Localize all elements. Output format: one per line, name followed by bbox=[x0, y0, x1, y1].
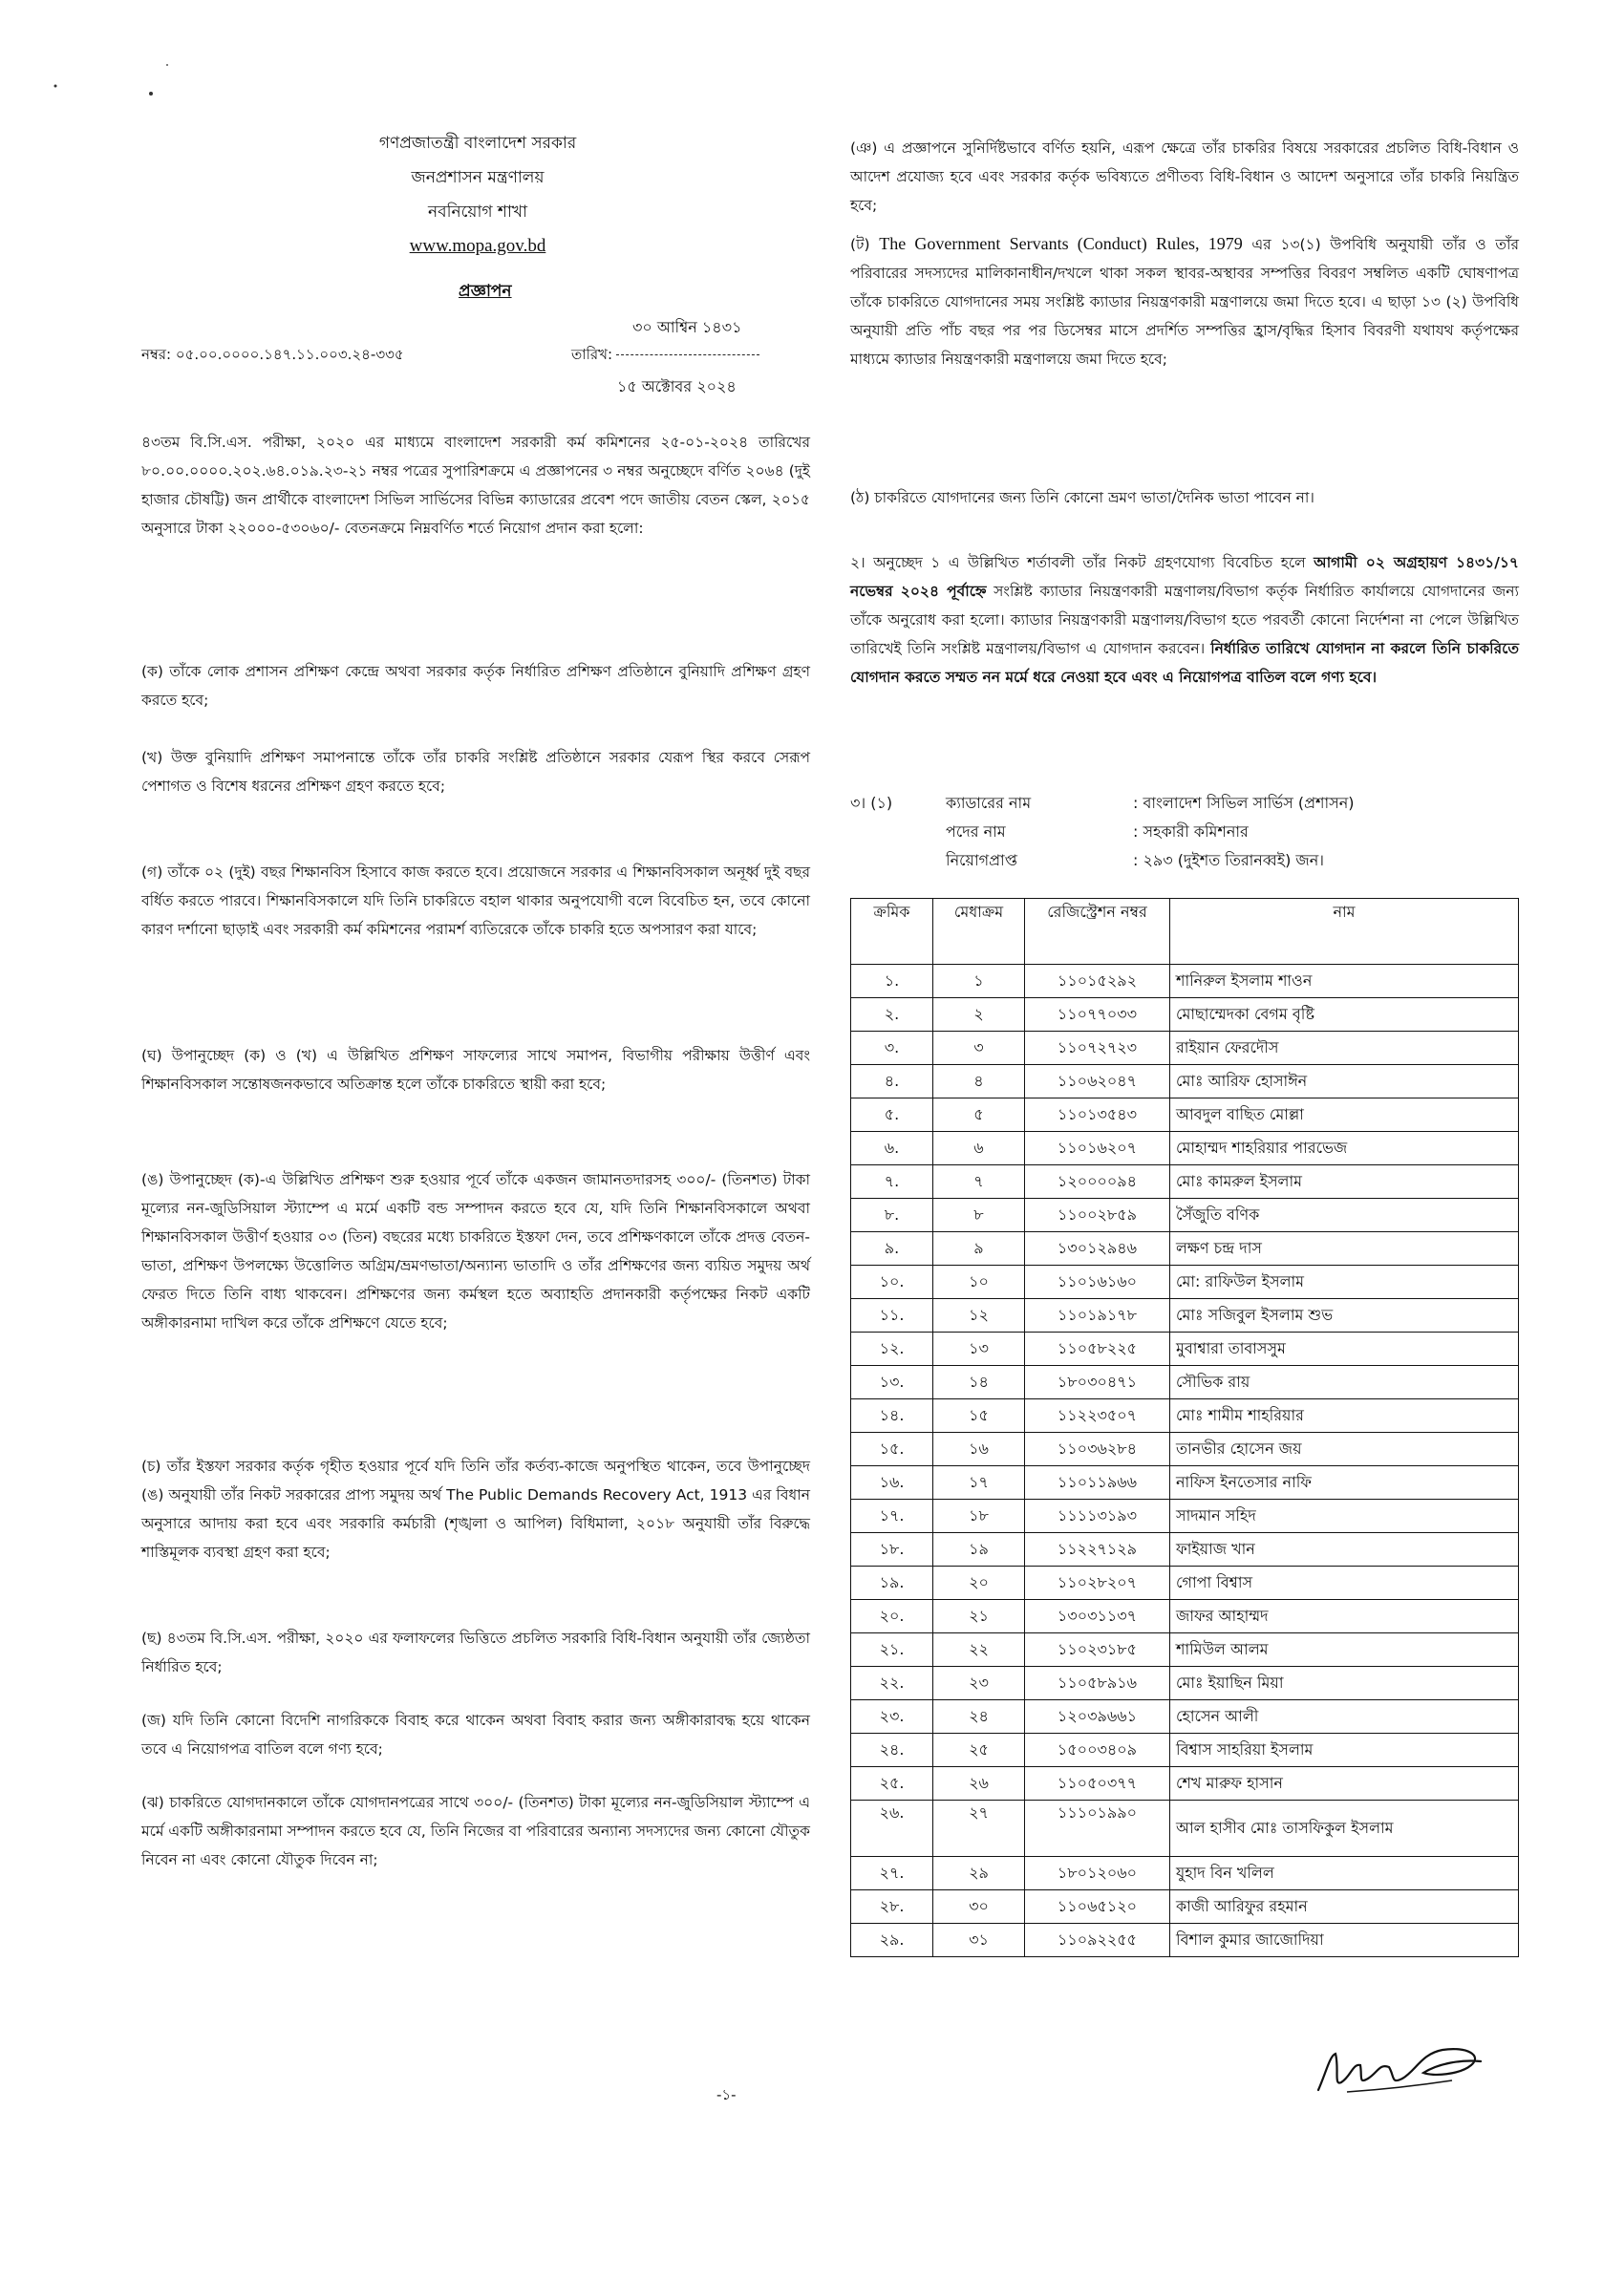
table-row bbox=[851, 1232, 1519, 1266]
cell-serial: ১১. bbox=[851, 1299, 933, 1333]
table-row bbox=[851, 1857, 1519, 1890]
cell-merit: ২১ bbox=[933, 1600, 1025, 1633]
cell-merit: ১০ bbox=[933, 1266, 1025, 1299]
cell-registration: ১১০৬২০৪৭ bbox=[1025, 1065, 1170, 1098]
table-row bbox=[851, 1065, 1519, 1098]
cell-merit: ২৩ bbox=[933, 1667, 1025, 1700]
cell-name: বিশাল কুমার জাজোদিয়া bbox=[1170, 1924, 1519, 1957]
table-header-row bbox=[851, 899, 1519, 965]
section-2-part2: সংশ্লিষ্ট ক্যাডার নিয়ন্ত্রণকারী মন্ত্রণালয়/বিভাগ কর্তৃক নির্ধারিত কার্যালয়ে যোগদানের জন্য তাঁকে অনুরোধ করা হলো। ক্যাডার নিয়ন্ত্রণকারী মন্ত্রণালয়/বিভাগ হতে পরবর্তী কোনো নির্দেশনা না পেলে উল্লিখিত তারিখেই তিনি সংশ্লিষ্ট মন্ত্রণালয়/বিভাগ এ যোগদান করবেন। bbox=[850, 583, 1519, 657]
cell-serial: ৩. bbox=[851, 1032, 933, 1065]
cell-name: মোঃ সজিবুল ইসলাম শুভ bbox=[1170, 1299, 1519, 1333]
table-row bbox=[851, 1399, 1519, 1433]
cell-registration: ১২০৩৯৬৬১ bbox=[1025, 1700, 1170, 1734]
date-label bbox=[571, 344, 759, 368]
cell-serial: ৬. bbox=[851, 1132, 933, 1165]
cell-merit: ২৬ bbox=[933, 1767, 1025, 1801]
signature-mark bbox=[1309, 2035, 1500, 2101]
table-row bbox=[851, 1767, 1519, 1801]
cell-registration: ১১০১৬২০৭ bbox=[1025, 1132, 1170, 1165]
clause-tha: (ঠ) চাকরিতে যোগদানের জন্য তিনি কোনো ভ্রমণ ভাতা/দৈনিক ভাতা পাবেন না। bbox=[850, 489, 1314, 506]
clause-uma: (ঙ) উপানুচ্ছেদ (ক)-এ উল্লিখিত প্রশিক্ষণ শুরু হওয়ার পূর্বে তাঁকে একজন জামানতদারসহ ৩০০/- (তিনশত) টাকা মূল্যের নন-জুডিসিয়াল স্ট্যাম্পে এ মর্মে একটি বন্ড সম্পাদন করতে হবে যে, যদি তিনি শিক্ষানবিসকালে অথবা শিক্ষানবিসকাল উত্তীর্ণ হওয়ার ০৩ (তিন) বছরের মধ্যে চাকরিতে ইস্তফা দেন, তবে প্রশিক্ষণকালে তাঁকে প্রদত্ত বেতন-ভাতা, প্রশিক্ষণ উপলক্ষ্যে উত্তোলিত অগ্রিম/ভ্রমণভাতা/অন্যান্য ভাতাদি ও তাঁর প্রশিক্ষণের জন্য ব্যয়িত সমুদয় অর্থ ফেরত দিতে তিনি বাধ্য থাকবেন। প্রশিক্ষণের জন্য কর্মস্থল হতে অব্যাহতি প্রদানকারী কর্তৃপক্ষের নিকট একটি অঙ্গীকারনামা দাখিল করে তাঁকে প্রশিক্ষণে যেতে হবে; bbox=[141, 1171, 810, 1332]
cell-merit: ১৯ bbox=[933, 1533, 1025, 1567]
document-title: প্রজ্ঞাপন bbox=[459, 282, 512, 301]
cell-serial: ১৮. bbox=[851, 1533, 933, 1567]
cell-registration: ১৩০৩১১৩৭ bbox=[1025, 1600, 1170, 1633]
section-3-number: ৩। (১) bbox=[850, 794, 893, 812]
post-label: পদের নাম bbox=[946, 822, 1006, 841]
table-row bbox=[851, 1299, 1519, 1333]
table-row bbox=[851, 1533, 1519, 1567]
table-row bbox=[851, 1333, 1519, 1366]
header-serial: ক্রমিক bbox=[851, 899, 933, 965]
cell-merit: ৭ bbox=[933, 1165, 1025, 1199]
cadre-label: ক্যাডারের নাম bbox=[946, 794, 1032, 812]
table-row bbox=[851, 965, 1519, 998]
clause-ka: (ক) তাঁকে লোক প্রশাসন প্রশিক্ষণ কেন্দ্রে অথবা সরকার কর্তৃক নির্ধারিত প্রশিক্ষণ প্রতিষ্ঠানে বুনিয়াদি প্রশিক্ষণ গ্রহণ করতে হবে; bbox=[141, 663, 810, 709]
table-row bbox=[851, 1366, 1519, 1399]
cell-serial: ৫. bbox=[851, 1098, 933, 1132]
cell-name: ফাইয়াজ খান bbox=[1170, 1533, 1519, 1567]
appointment-table bbox=[850, 898, 1519, 1957]
scan-specks bbox=[38, 57, 172, 115]
cell-registration: ১১২২৩৫০৭ bbox=[1025, 1399, 1170, 1433]
cell-merit: ১৭ bbox=[933, 1466, 1025, 1500]
cell-serial: ২০. bbox=[851, 1600, 933, 1633]
date-label-text: তারিখ: bbox=[571, 346, 613, 363]
clause-ja: (জ) যদি তিনি কোনো বিদেশি নাগরিককে বিবাহ করে থাকেন অথবা বিবাহ করার জন্য অঙ্গীকারাবদ্ধ হয়ে থাকেন তবে এ নিয়োগপত্র বাতিল বলে গণ্য হবে; bbox=[141, 1712, 810, 1758]
cell-merit: ১৪ bbox=[933, 1366, 1025, 1399]
cell-registration: ১১০৫৮২২৫ bbox=[1025, 1333, 1170, 1366]
cell-name: মোহাম্মদ শাহরিয়ার পারভেজ bbox=[1170, 1132, 1519, 1165]
clause-ca: (চ) তাঁর ইস্তফা সরকার কর্তৃক গৃহীত হওয়ার পূর্বে যদি তিনি তাঁর কর্তব্য-কাজে অনুপস্থিত থাকেন, তবে উপানুচ্ছেদ (ঙ) অনুযায়ী তাঁর নিকট সরকারের প্রাপ্য সমুদয় অর্থ The Public Demands Recovery Act, 1913 এর বিধান অনুসারে আদায় করা হবে এবং সরকারি কর্মচারী (শৃঙ্খলা ও আপিল) বিধিমালা, ২০১৮ অনুযায়ী তাঁর বিরুদ্ধে শাস্তিমূলক ব্যবস্থা গ্রহণ করা হবে; bbox=[141, 1458, 810, 1561]
cell-merit: ১২ bbox=[933, 1299, 1025, 1333]
cell-merit: ২৫ bbox=[933, 1734, 1025, 1767]
cell-name: মুবাশ্বারা তাবাসসুম bbox=[1170, 1333, 1519, 1366]
cell-merit: ৫ bbox=[933, 1098, 1025, 1132]
cell-registration: ১১০১৩৫৪৩ bbox=[1025, 1098, 1170, 1132]
cell-registration: ১৩০১২৯৪৬ bbox=[1025, 1232, 1170, 1266]
table-row bbox=[851, 1567, 1519, 1600]
cell-name: আল হাসীব মোঃ তাসফিকুল ইসলাম bbox=[1170, 1801, 1519, 1857]
header-name: নাম bbox=[1170, 899, 1519, 965]
cell-merit: ৩১ bbox=[933, 1924, 1025, 1957]
cell-name: লক্ষণ চন্দ্র দাস bbox=[1170, 1232, 1519, 1266]
table-row bbox=[851, 1890, 1519, 1924]
page-number: -১- bbox=[716, 2086, 737, 2103]
clause-ga: (গ) তাঁকে ০২ (দুই) বছর শিক্ষানবিস হিসাবে কাজ করতে হবে। প্রয়োজনে সরকার এ শিক্ষানবিসকাল অনূর্ধ্ব দুই বছর বর্ধিত করতে পারবে। শিক্ষানবিসকালে যদি তিনি চাকরিতে বহাল থাকার অনুপযোগী বলে বিবেচিত হন, তবে কোনো কারণ দর্শানো ছাড়াই এবং সরকারী কর্ম কমিশনের পরামর্শ ব্যতিরেকে তাঁকে চাকরি হতে অপসারণ করা যাবে; bbox=[141, 864, 810, 938]
cell-registration: ১১০১৬১৬০ bbox=[1025, 1266, 1170, 1299]
header-registration: রেজিস্ট্রেশন নম্বর bbox=[1025, 899, 1170, 965]
cell-name: রাইয়ান ফেরদৌস bbox=[1170, 1032, 1519, 1065]
cell-merit: ২৪ bbox=[933, 1700, 1025, 1734]
table-row bbox=[851, 1600, 1519, 1633]
cell-merit: ২২ bbox=[933, 1633, 1025, 1667]
section-2-part1: ২। অনুচ্ছেদ ১ এ উল্লিখিত শর্তাবলী তাঁর নিকট গ্রহণযোগ্য বিবেচিত হলে bbox=[850, 554, 1314, 571]
cell-registration: ১১০১৯১৭৮ bbox=[1025, 1299, 1170, 1333]
cell-registration: ১১০৬৫১২০ bbox=[1025, 1890, 1170, 1924]
clause-gha: (ঘ) উপানুচ্ছেদ (ক) ও (খ) এ উল্লিখিত প্রশিক্ষণ সাফল্যের সাথে সমাপন, বিভাগীয় পরীক্ষায় উত্তীর্ণ এবং শিক্ষানবিসকাল সন্তোষজনকভাবে অতিক্রান্ত হলে তাঁকে চাকরিতে স্থায়ী করা হবে; bbox=[141, 1047, 810, 1093]
cell-serial: ১০. bbox=[851, 1266, 933, 1299]
header-merit: মেধাক্রম bbox=[933, 899, 1025, 965]
cell-serial: ১৬. bbox=[851, 1466, 933, 1500]
memo-number: নম্বর: ০৫.০০.০০০০.১৪৭.১১.০০৩.২৪-৩৩৫ bbox=[141, 346, 404, 363]
cell-merit: ৮ bbox=[933, 1199, 1025, 1232]
table-row bbox=[851, 1466, 1519, 1500]
cell-registration: ১১০২৩১৮৫ bbox=[1025, 1633, 1170, 1667]
cell-registration: ১১১০১৯৯০ bbox=[1025, 1801, 1170, 1857]
cell-name: তানভীর হোসেন জয় bbox=[1170, 1433, 1519, 1466]
cell-merit: ১৮ bbox=[933, 1500, 1025, 1533]
cell-name: সাদমান সহিদ bbox=[1170, 1500, 1519, 1533]
clause-kha: (খ) উক্ত বুনিয়াদি প্রশিক্ষণ সমাপনান্তে তাঁকে তাঁর চাকরি সংশ্লিষ্ট প্রতিষ্ঠানে সরকার যেরূপ স্থির করবে সেরূপ পেশাগত ও বিশেষ ধরনের প্রশিক্ষণ গ্রহণ করতে হবে; bbox=[141, 749, 810, 795]
cell-name: জাফর আহাম্মদ bbox=[1170, 1600, 1519, 1633]
cell-serial: ২৪. bbox=[851, 1734, 933, 1767]
table-row bbox=[851, 1199, 1519, 1232]
table-row bbox=[851, 1734, 1519, 1767]
cell-name: যুহাদ বিন খলিল bbox=[1170, 1857, 1519, 1890]
cell-merit: ৬ bbox=[933, 1132, 1025, 1165]
non-joining-warning: নির্ধারিত তারিখে যোগদান না করলে তিনি চাকরিতে যোগদান করতে সম্মত নন মর্মে ধরে নেওয়া হবে এবং এ নিয়োগপত্র বাতিল বলে গণ্য হবে। bbox=[850, 640, 1519, 686]
cell-serial: ৯. bbox=[851, 1232, 933, 1266]
count-value: : ২৯৩ (দুইশত তিরানব্বই) জন। bbox=[1133, 851, 1324, 869]
cell-serial: ২১. bbox=[851, 1633, 933, 1667]
cell-registration: ১২০০০০৯৪ bbox=[1025, 1165, 1170, 1199]
count-label: নিয়োগপ্রাপ্ত bbox=[946, 851, 1017, 869]
clause-ta-rules: The Government Servants (Conduct) Rules, 1979 bbox=[879, 234, 1243, 253]
cell-name: মোঃ ইয়াছিন মিয়া bbox=[1170, 1667, 1519, 1700]
cell-serial: ১৪. bbox=[851, 1399, 933, 1433]
cell-registration: ১১০২৮২০৭ bbox=[1025, 1567, 1170, 1600]
table-row bbox=[851, 1032, 1519, 1065]
cell-name: সৈঁজুতি বণিক bbox=[1170, 1199, 1519, 1232]
ministry-name: জনপ্রশাসন মন্ত্রণালয় bbox=[411, 168, 545, 187]
cell-serial: ৭. bbox=[851, 1165, 933, 1199]
cell-serial: ১৭. bbox=[851, 1500, 933, 1533]
section-3-details bbox=[850, 789, 1519, 875]
cell-serial: ১২. bbox=[851, 1333, 933, 1366]
cell-serial: ৮. bbox=[851, 1199, 933, 1232]
date-english: ১৫ অক্টোবর ২০২৪ bbox=[617, 377, 737, 395]
cell-serial: ১৯. bbox=[851, 1567, 933, 1600]
cell-name: মোঃ কামরুল ইসলাম bbox=[1170, 1165, 1519, 1199]
cell-registration: ১১০৩৬২৮৪ bbox=[1025, 1433, 1170, 1466]
cell-name: মো: রাফিউল ইসলাম bbox=[1170, 1266, 1519, 1299]
table-row bbox=[851, 1700, 1519, 1734]
clause-ta bbox=[850, 229, 1519, 373]
cell-serial: ১৩. bbox=[851, 1366, 933, 1399]
cell-serial: ২. bbox=[851, 998, 933, 1032]
cell-merit: ৩০ bbox=[933, 1890, 1025, 1924]
cell-registration: ১৮০১২০৬০ bbox=[1025, 1857, 1170, 1890]
cell-name: বিশ্বাস সাহরিয়া ইসলাম bbox=[1170, 1734, 1519, 1767]
cell-name: মোছাম্মেদকা বেগম বৃষ্টি bbox=[1170, 998, 1519, 1032]
table-row bbox=[851, 1433, 1519, 1466]
cell-merit: ১৫ bbox=[933, 1399, 1025, 1433]
cell-serial: ৪. bbox=[851, 1065, 933, 1098]
cell-merit: ১৩ bbox=[933, 1333, 1025, 1366]
cell-name: কাজী আরিফুর রহমান bbox=[1170, 1890, 1519, 1924]
letterhead bbox=[267, 126, 688, 264]
table-row bbox=[851, 1633, 1519, 1667]
table-row bbox=[851, 1266, 1519, 1299]
clause-cha: (ছ) ৪৩তম বি.সি.এস. পরীক্ষা, ২০২০ এর ফলাফলের ভিত্তিতে প্রচলিত সরকারি বিধি-বিধান অনুযায়ী তাঁর জ্যেষ্ঠতা নির্ধারিত হবে; bbox=[141, 1630, 810, 1675]
cell-merit: ৯ bbox=[933, 1232, 1025, 1266]
table-row bbox=[851, 1924, 1519, 1957]
cell-serial: ২৭. bbox=[851, 1857, 933, 1890]
gov-name: গণপ্রজাতন্ত্রী বাংলাদেশ সরকার bbox=[378, 134, 577, 153]
cell-serial: ২৯. bbox=[851, 1924, 933, 1957]
cell-registration: ১১০৫৮৯১৬ bbox=[1025, 1667, 1170, 1700]
clause-ta-prefix: (ট) bbox=[850, 236, 870, 253]
clause-nya: (ঞ) এ প্রজ্ঞাপনে সুনির্দিষ্টভাবে বর্ণিত হয়নি, এরূপ ক্ষেত্রে তাঁর চাকরির বিষয়ে সরকারের প্রচলিত বিধি-বিধান ও আদেশ প্রযোজ্য হবে এবং সরকার কর্তৃক ভবিষ্যতে প্রণীতব্য বিধি-বিধান ও আদেশ অনুসারে তাঁর চাকরি নিয়ন্ত্রিত হবে; bbox=[850, 139, 1519, 214]
table-row bbox=[851, 1098, 1519, 1132]
cell-name: আবদুল বাছিত মোল্লা bbox=[1170, 1098, 1519, 1132]
cell-registration: ১১০৫০৩৭৭ bbox=[1025, 1767, 1170, 1801]
cell-merit: ১ bbox=[933, 965, 1025, 998]
cell-merit: ২৭ bbox=[933, 1801, 1025, 1857]
table-row bbox=[851, 1801, 1519, 1857]
cell-name: শেখ মারুফ হাসান bbox=[1170, 1767, 1519, 1801]
cell-registration: ১১০০২৮৫৯ bbox=[1025, 1199, 1170, 1232]
table-row bbox=[851, 1132, 1519, 1165]
post-value: : সহকারী কমিশনার bbox=[1133, 822, 1249, 841]
cell-registration: ১১০৭২৭২৩ bbox=[1025, 1032, 1170, 1065]
cell-name: শামিউল আলম bbox=[1170, 1633, 1519, 1667]
cell-registration: ১১০১১৯৬৬ bbox=[1025, 1466, 1170, 1500]
section-name: নবনিয়োগ শাখা bbox=[427, 203, 528, 222]
cell-registration: ১১২২৭১২৯ bbox=[1025, 1533, 1170, 1567]
clause-ta-rest: এর ১৩(১) উপবিধি অনুযায়ী তাঁর ও তাঁর পরিবারের সদস্যদের মালিকানাধীন/দখলে থাকা সকল স্থাবর-অস্থাবর সম্পত্তির বিবরণ সম্বলিত একটি ঘোষণাপত্র তাঁকে চাকরিতে যোগদানের সময় সংশ্লিষ্ট ক্যাডার নিয়ন্ত্রণকারী মন্ত্রণালয়ে জমা দিতে হবে। এ ছাড়া ১৩ (২) উপবিধি অনুযায়ী প্রতি পাঁচ বছর পর পর ডিসেম্বর মাসে প্রদর্শিত সম্পত্তির হ্রাস/বৃদ্ধির হিসাব বিবরণী যথাযথ কর্তৃপক্ষের মাধ্যমে ক্যাডার নিয়ন্ত্রণকারী মন্ত্রণালয়ে জমা দিতে হবে; bbox=[850, 236, 1520, 368]
cell-name: মোঃ শামীম শাহরিয়ার bbox=[1170, 1399, 1519, 1433]
table-row bbox=[851, 1500, 1519, 1533]
cell-registration: ১১০৭৭০৩৩ bbox=[1025, 998, 1170, 1032]
cell-serial: ২৬. bbox=[851, 1801, 933, 1857]
cell-serial: ২৩. bbox=[851, 1700, 933, 1734]
clause-jha: (ঝ) চাকরিতে যোগদানকালে তাঁকে যোগদানপত্রের সাথে ৩০০/- (তিনশত) টাকা মূল্যের নন-জুডিসিয়াল স্ট্যাম্পে এ মর্মে একটি অঙ্গীকারনামা সম্পাদন করতে হবে যে, তিনি নিজের বা পরিবারের অন্যান্য সদস্যদের জন্য কোনো যৌতুক নিবেন না এবং কোনো যৌতুক দিবেন না; bbox=[141, 1794, 811, 1868]
cell-serial: ২৮. bbox=[851, 1890, 933, 1924]
cell-name: নাফিস ইনতেসার নাফি bbox=[1170, 1466, 1519, 1500]
cell-name: সৌভিক রায় bbox=[1170, 1366, 1519, 1399]
cell-merit: ২৯ bbox=[933, 1857, 1025, 1890]
table-row bbox=[851, 998, 1519, 1032]
cell-serial: ২৫. bbox=[851, 1767, 933, 1801]
cell-name: হোসেন আলী bbox=[1170, 1700, 1519, 1734]
table-row bbox=[851, 1667, 1519, 1700]
cell-registration: ১১১১৩১৯৩ bbox=[1025, 1500, 1170, 1533]
cell-registration: ১১০১৫২৯২ bbox=[1025, 965, 1170, 998]
cell-serial: ১. bbox=[851, 965, 933, 998]
cell-name: মোঃ আরিফ হোসাঈন bbox=[1170, 1065, 1519, 1098]
joining-date: আগামী ০২ অগ্রহায়ণ ১৪৩১/১৭ নভেম্বর ২০২৪ পূর্বাহ্নে bbox=[850, 554, 1519, 600]
cell-serial: ১৫. bbox=[851, 1433, 933, 1466]
cell-merit: ২০ bbox=[933, 1567, 1025, 1600]
cell-merit: ১৬ bbox=[933, 1433, 1025, 1466]
intro-paragraph: ৪৩তম বি.সি.এস. পরীক্ষা, ২০২০ এর মাধ্যমে বাংলাদেশ সরকারী কর্ম কমিশনের ২৫-০১-২০২৪ তারিখের ৮০.০০.০০০০.২০২.৬৪.০১৯.২৩-২১ নম্বর পত্রের সুপারিশক্রমে এ প্রজ্ঞাপনের ৩ নম্বর অনুচ্ছেদে বর্ণিত ২০৬৪ (দুই হাজার চৌষট্টি) জন প্রার্থীকে বাংলাদেশ সিভিল সার্ভিসের বিভিন্ন ক্যাডারের প্রবেশ পদে জাতীয় বেতন স্কেল, ২০১৫ অনুসারে টাকা ২২০০০-৫৩০৬০/- বেতনক্রমে নিম্নবর্ণিত শর্তে নিয়োগ প্রদান করা হলো: bbox=[141, 434, 810, 537]
cell-merit: ৩ bbox=[933, 1032, 1025, 1065]
table-row bbox=[851, 1165, 1519, 1199]
cell-merit: ২ bbox=[933, 998, 1025, 1032]
cell-registration: ১৫০০৩৪০৯ bbox=[1025, 1734, 1170, 1767]
cell-name: শানিরুল ইসলাম শাওন bbox=[1170, 965, 1519, 998]
cadre-value: : বাংলাদেশ সিভিল সার্ভিস (প্রশাসন) bbox=[1133, 794, 1355, 812]
cell-merit: ৪ bbox=[933, 1065, 1025, 1098]
table-body bbox=[851, 965, 1519, 1957]
website-link[interactable]: www.mopa.gov.bd bbox=[409, 236, 546, 256]
cell-name: গোপা বিশ্বাস bbox=[1170, 1567, 1519, 1600]
cell-serial: ২২. bbox=[851, 1667, 933, 1700]
section-2-paragraph bbox=[850, 548, 1519, 692]
cell-registration: ১১০৯২২৫৫ bbox=[1025, 1924, 1170, 1957]
date-bangla: ৩০ আশ্বিন ১৪৩১ bbox=[632, 318, 742, 336]
cell-registration: ১৮০৩০৪৭১ bbox=[1025, 1366, 1170, 1399]
